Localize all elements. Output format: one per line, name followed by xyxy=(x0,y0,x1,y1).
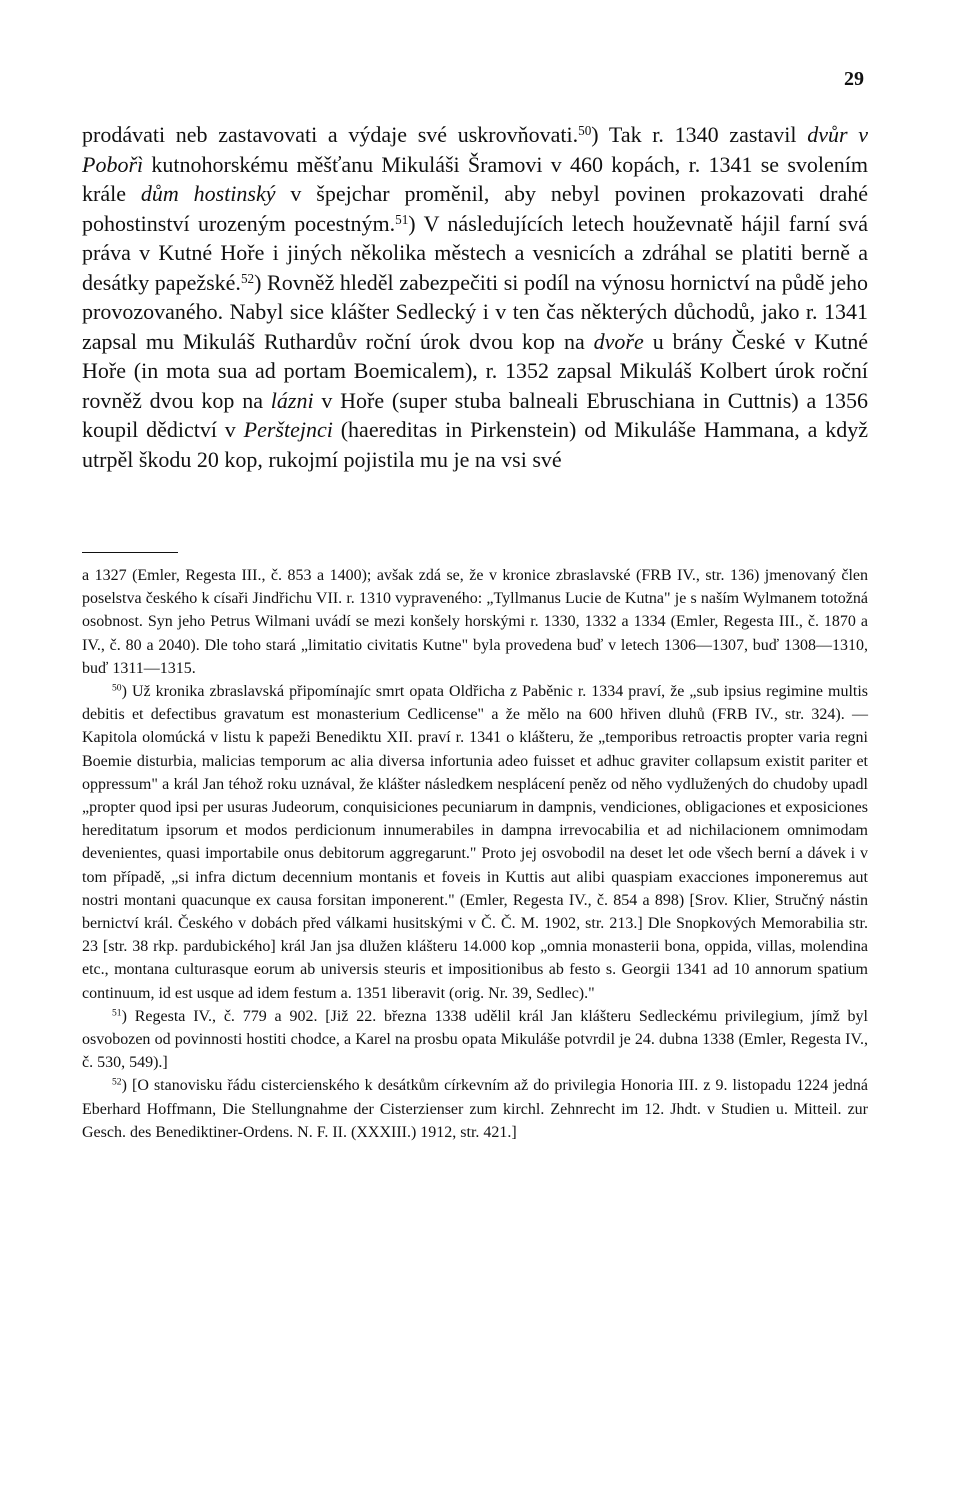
text-run: kutnohorskému měšťanu Mikuláši Šramovi v 460 kopách, r. 1341 se svolením krále xyxy=(82,151,868,206)
footnote-text: ) [O stanovisku řádu cistercienského k desátkům církevním až do privilegia Honoria III. z 9. listopadu 1224 jedná Eberhard Hoffmann, Die Stellungnahme der Cisterzienser zum kirchl. Zehnrecht im 12. Jhdt. v Studien u. Mitteil. zur Gesch. des Benediktiner-Ordens. N. F. II. (XXXIII.) 1912, str. 421.] xyxy=(82,1077,868,1141)
footnote-number: 52 xyxy=(112,1077,122,1089)
text-run: ) Tak r. 1340 zastavil xyxy=(591,122,808,147)
footnote-number: 51 xyxy=(112,1007,122,1019)
text-run: v Hoře (super stuba balneali Ebruschiana in Cuttnis) a 1356 koupil dědictví v xyxy=(82,387,868,442)
footnote-51 xyxy=(82,1005,868,1075)
page-number: 29 xyxy=(844,68,864,90)
text-run: u brány České v Kutné Hoře (in mota sua ad portam Boemicalem), r. 1352 zapsal Mikuláš Kolbert úrok roční rovněž dvou kop na xyxy=(82,328,868,413)
text-run: (haereditas in Pirkenstein) od Mikuláše Hammana, a když utrpěl škodu 20 kop, rukojmí pojistila mu je na vsi své xyxy=(82,417,868,472)
footnote-divider xyxy=(82,552,178,553)
italic-term: dvoře xyxy=(593,328,644,354)
footnote-text: ) Už kronika zbraslavská připomínajíc smrt opata Oldřicha z Paběnic r. 1334 praví, že „sub ipsius regimine multis debitis et defectibus gravatum est monasterium Cedlicense" a že mělo na 600 hřiven dluhů (FRB IV., str. 324). — Kapitola olomúcká v listu k papeži Benediktu XII. praví r. 1341 o klášteru, že „temporibus retroactis propter varia regni Boemie disturbia, malicias temporum ac alia diversa infortunia adeo fuisset et adhuc graviter collapsum existit pariter et oppressum" a král Jan téhož roku uznával, že klášter následkem nesplácení peněz od něho vydlužených do chudoby upadl „propter quod ipsi per usuras Judeorum, conquisiciones pecuniarum in dampnis, vendiciones, obligaciones et exposiciones hereditatum ipsorum et modos perdicionum innumerabiles in dampna irrevocabilia et ad nichilacionem omnimodam devenientes, quasi importabile onus debitorum aggregarunt." Proto jej osvobodil na deset let ode všech berní a dávek i v tom případě, „si infra dictum decennium montanis et foveis in Kuttis aut alibi quaspiam exacciones imponeremus aut nostri montani quacunque ex causa forsitan imponerent." (Emler, Regesta IV., č. 854 a 898) [Srov. Klier, Stručný nástin bernictví král. Českého v dobách před válkami husitskými v Č. Č. M. 1902, str. 213.] Dle Snopkových Memorabilia str. 23 [str. 38 rkp. pardubického] král Jan jsa dlužen klášteru 14.000 kop „omnia monasterii bona, oppida, villas, molendina etc., montana culturasque eorum ab universis steuris et impositionibus ab festo s. Georgii 1341 ad 10 annorum spatium continuum, id est usque ad idem festum a. 1351 liberavit (orig. Nr. 39, Sedlec)." xyxy=(82,683,868,1002)
text-run: prodávati neb zastavovati a výdaje své uskrovňovati. xyxy=(82,122,579,147)
footnote-number: 50 xyxy=(112,682,122,694)
footnote-text: ) Regesta IV., č. 779 a 902. [Již 22. března 1338 udělil král Jan klášteru Sedleckému privilegium, jímž byl osvobozen od povinnosti hostiti chodce, a Karel na prosbu opata Mikuláše potvrdil je 24. dubna 1338 (Emler, Regesta IV., č. 530, 549).] xyxy=(82,1007,868,1072)
footnotes xyxy=(82,564,868,1144)
main-text xyxy=(82,120,868,474)
italic-term: lázni xyxy=(270,387,314,413)
footnote-ref-52: 52 xyxy=(240,270,255,286)
footnote-50 xyxy=(82,680,868,1005)
main-paragraph xyxy=(82,120,868,474)
footnote-continuation: a 1327 (Emler, Regesta III., č. 853 a 1400); avšak zdá se, že v kronice zbraslavské (FRB IV., str. 136) jmenovaný člen poselstva českého k císaři Jindřichu VII. r. 1310 vypraveného: „Tyllmanus Lucie de Kutna" je s naším Wylmanem totožná osobnost. Syn jeho Petrus Wilmani uvádí se mezi konšely horskými r. 1330, 1332 a 1334 (Emler, Regesta III., č. 1870 a IV., č. 80 a 2040). Dle toho stará „limitatio civitatis Kutne" byla provedena buď v letech 1306—1307, buď 1308—1310, buď 1311—1315. xyxy=(82,567,868,677)
text-run: v špejchar proměnil, aby nebyl povinen prokazovati drahé pohostinství urozeným pocestným. xyxy=(82,181,869,236)
footnote-52 xyxy=(82,1074,868,1144)
text-run: ) V následujících letech houževnatě hájil farní svá práva v Kutné Hoře i jiných několika městech a vesnicích a zdráhal se platiti berně a desátky papežské. xyxy=(82,210,868,295)
italic-term: Perštejnci xyxy=(243,417,333,442)
italic-term: dvůr v Pobořì xyxy=(82,122,868,177)
footnote-ref-50: 50 xyxy=(578,122,592,138)
italic-term: dům hostinský xyxy=(140,181,276,206)
text-run: ) Rovněž hleděl zabezpečiti si podíl na výnosu hornictví na půdě jeho provozovaného. Nabyl sice klášter Sedlecký i v ten čas některých důchodů, jako r. 1341 zapsal mu Mikuláš Ruthardův roční úrok dvou kop na xyxy=(82,269,868,354)
footnote-ref-51: 51 xyxy=(395,211,409,227)
